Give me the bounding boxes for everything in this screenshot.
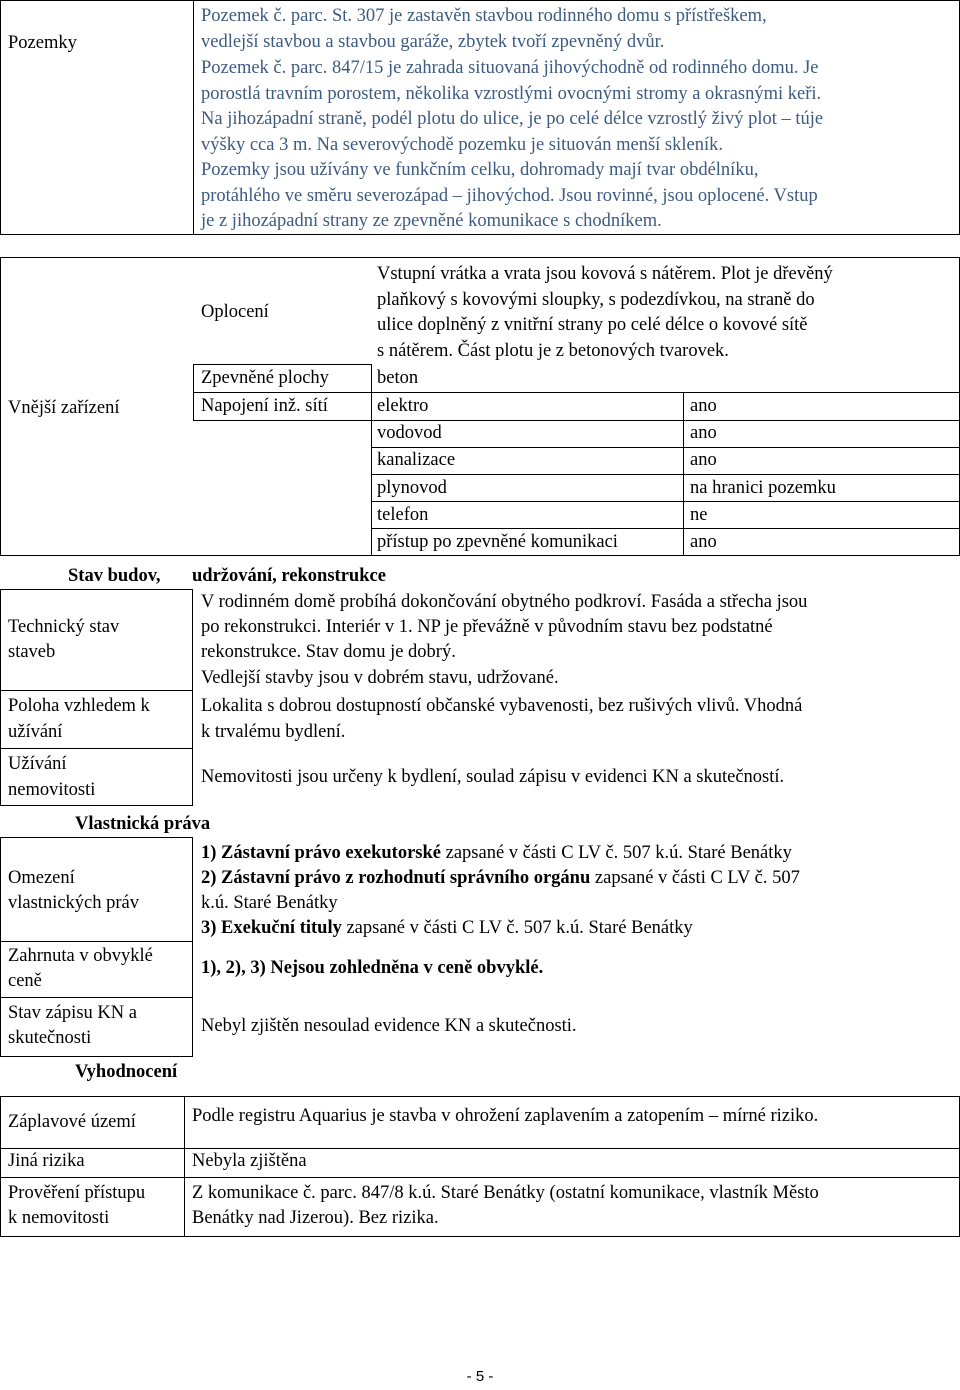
provereni-line-1: Z komunikace č. parc. 847/8 k.ú. Staré Benátky (ostatní komunikace, vlastník Město bbox=[192, 1183, 819, 1203]
item-1-rest: zapsané v části C LV č. 507 k.ú. Staré Benátky bbox=[445, 843, 792, 863]
zaplavove-label: Záplavové území bbox=[8, 1112, 136, 1132]
pozemky-line-6: výšky cca 3 m. Na severovýchodě pozemku je situován menší skleník. bbox=[201, 135, 723, 155]
omezeni-label: Omezení bbox=[8, 868, 75, 888]
oploceni-line-2: plaňkový s kovovými sloupky, s podezdívkou, na straně do bbox=[377, 290, 815, 310]
poloha-label: Poloha vzhledem k bbox=[8, 696, 150, 716]
jina-rizika-value: Nebyla zjištěna bbox=[192, 1151, 307, 1171]
item-3-num: 3) bbox=[201, 918, 217, 938]
provereni-label-2: k nemovitosti bbox=[8, 1208, 110, 1228]
technicky-stav-line-3: rekonstrukce. Stav domu je dobrý. bbox=[201, 642, 456, 662]
technicky-stav-line-4: Vedlejší stavby jsou v dobrém stavu, udržované. bbox=[201, 668, 559, 688]
item-2-bold: Zástavní právo z rozhodnutí správního orgánu bbox=[221, 868, 591, 888]
sit-value: ne bbox=[690, 505, 708, 525]
stav-heading-b: udržování, rekonstrukce bbox=[192, 566, 386, 586]
vnejsi-zarizeni-label: Vnější zařízení bbox=[8, 398, 120, 418]
provereni-label: Prověření přístupu bbox=[8, 1183, 146, 1203]
poloha-line-2: k trvalému bydlení. bbox=[201, 722, 346, 742]
stav-kn-value: Nebyl zjištěn nesoulad evidence KN a skutečnosti. bbox=[201, 1016, 577, 1036]
zpevnene-plochy-label: Zpevněné plochy bbox=[201, 368, 329, 388]
sit-name: telefon bbox=[377, 505, 429, 525]
omezeni-label-2: vlastnických práv bbox=[8, 893, 139, 913]
vlastnicka-heading: Vlastnická práva bbox=[75, 814, 211, 834]
oploceni-line-4: s nátěrem. Část plotu je z betonových tvarovek. bbox=[377, 341, 729, 361]
pozemky-line-3: Pozemek č. parc. 847/15 je zahrada situovaná jihovýchodně od rodinného domu. Je bbox=[201, 58, 819, 78]
pozemky-line-4: porostlá travním porostem, několika vzrostlými ovocnými stromy a okrasnými keři. bbox=[201, 84, 822, 104]
poloha-label-2: užívání bbox=[8, 722, 63, 742]
oploceni-line-1: Vstupní vrátka a vrata jsou kovová s nátěrem. Plot je dřevěný bbox=[377, 264, 833, 284]
pozemky-line-9: je z jihozápadní strany ze zpevněné komunikace s chodníkem. bbox=[201, 211, 662, 231]
stav-kn-label-2: skutečnosti bbox=[8, 1028, 92, 1048]
item-2-rest: zapsané v části C LV č. 507 bbox=[594, 868, 800, 888]
technicky-stav-label: Technický stav bbox=[8, 617, 120, 637]
sit-name: kanalizace bbox=[377, 450, 456, 470]
pozemky-line-8: protáhlého ve směru severozápad – jihovýchod. Jsou rovinné, jsou oplocené. Vstup bbox=[201, 186, 818, 206]
sit-value: ano bbox=[690, 423, 717, 443]
provereni-line-2: Benátky nad Jizerou). Bez rizika. bbox=[192, 1208, 439, 1228]
omezeni-item-3 bbox=[201, 916, 693, 942]
uzivani-label: Užívání bbox=[8, 754, 67, 774]
oploceni-line-3: ulice doplněný z vnitřní strany po celé délce o kovové sítě bbox=[377, 315, 808, 335]
vyhodnoceni-heading: Vyhodnocení bbox=[75, 1062, 178, 1082]
omezeni-item-2 bbox=[201, 866, 800, 892]
pozemky-line-7: Pozemky jsou užívány ve funkčním celku, dohromady mají tvar obdélníku, bbox=[201, 160, 759, 180]
item-2-num: 2) bbox=[201, 868, 217, 888]
zpevnene-plochy-value: beton bbox=[377, 368, 419, 388]
omezeni-item-2-cont: k.ú. Staré Benátky bbox=[201, 893, 338, 913]
zaplavove-value: Podle registru Aquarius je stavba v ohrožení zaplavením a zatopením – mírné riziko. bbox=[192, 1106, 819, 1126]
sit-value: ano bbox=[690, 532, 717, 552]
item-3-bold: Exekuční tituly bbox=[221, 918, 342, 938]
item-3-rest: zapsané v části C LV č. 507 k.ú. Staré Benátky bbox=[346, 918, 693, 938]
omezeni-item-1 bbox=[201, 841, 792, 867]
sit-value: ano bbox=[690, 396, 717, 416]
oploceni-label: Oplocení bbox=[201, 302, 269, 322]
pozemky-line-2: vedlejší stavbou a stavbou garáže, zbytek tvoří zpevněný dvůr. bbox=[201, 32, 665, 52]
uzivani-value: Nemovitosti jsou určeny k bydlení, soulad zápisu v evidenci KN a skutečností. bbox=[201, 767, 785, 787]
poloha-line-1: Lokalita s dobrou dostupností občanské vybavenosti, bez rušivých vlivů. Vhodná bbox=[201, 696, 803, 716]
stav-heading-a: Stav budov, bbox=[68, 566, 161, 586]
item-1-num: 1) bbox=[201, 843, 217, 863]
technicky-stav-label-2: staveb bbox=[8, 642, 56, 662]
sit-value: ano bbox=[690, 450, 717, 470]
sit-name: přístup po zpevněné komunikaci bbox=[377, 532, 618, 552]
stav-kn-label: Stav zápisu KN a bbox=[8, 1003, 137, 1023]
zahrnuta-label: Zahrnuta v obvyklé bbox=[8, 946, 153, 966]
sit-name: plynovod bbox=[377, 478, 447, 498]
napojeni-site-label: Napojení inž. sítí bbox=[201, 396, 328, 416]
technicky-stav-line-1: V rodinném domě probíhá dokončování obytného podkroví. Fasáda a střecha jsou bbox=[201, 592, 808, 612]
page-number: - 5 - bbox=[466, 1368, 494, 1385]
pozemky-line-1: Pozemek č. parc. St. 307 je zastavěn stavbou rodinného domu s přístřeškem, bbox=[201, 6, 767, 26]
zahrnuta-label-2: ceně bbox=[8, 971, 42, 991]
sit-name: vodovod bbox=[377, 423, 442, 443]
pozemky-label: Pozemky bbox=[8, 33, 77, 53]
zahrnuta-value: 1), 2), 3) Nejsou zohledněna v ceně obvyklé. bbox=[201, 958, 544, 978]
pozemky-line-5: Na jihozápadní straně, podél plotu do ulice, je po celé délce vzrostlý živý plot – túje bbox=[201, 109, 824, 129]
sit-name: elektro bbox=[377, 396, 429, 416]
sit-value: na hranici pozemku bbox=[690, 478, 836, 498]
technicky-stav-line-2: po rekonstrukci. Interiér v 1. NP je převážně v původním stavu bez podstatné bbox=[201, 617, 773, 637]
uzivani-label-2: nemovitosti bbox=[8, 780, 96, 800]
jina-rizika-label: Jiná rizika bbox=[8, 1151, 85, 1171]
item-1-bold: Zástavní právo exekutorské bbox=[221, 843, 441, 863]
